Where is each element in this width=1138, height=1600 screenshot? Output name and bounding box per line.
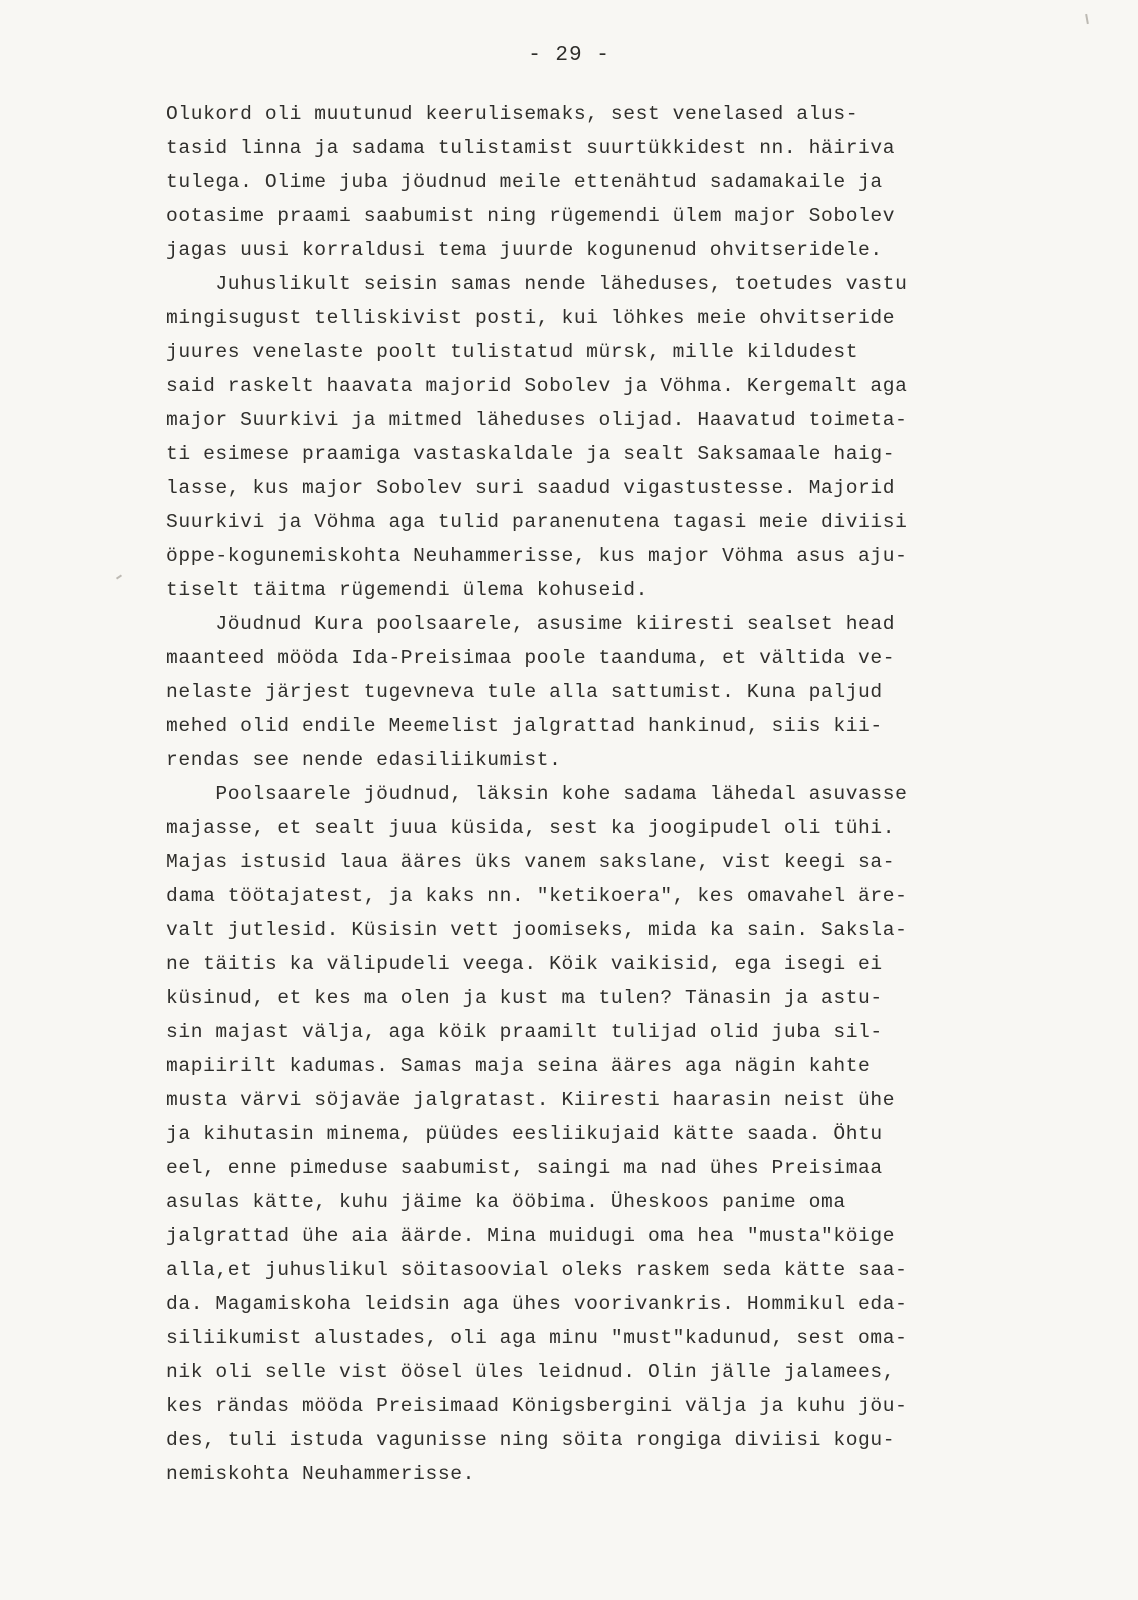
- text-line: nelaste järjest tugevneva tule alla sattumist. Kuna paljud: [166, 681, 883, 703]
- text-line: asulas kätte, kuhu jäime ka ööbima. Üheskoos panime oma: [166, 1191, 846, 1213]
- text-line: des, tuli istuda vagunisse ning söita rongiga diviisi kogu-: [166, 1429, 896, 1451]
- text-line: kes rändas mööda Preisimaad Königsbergini välja ja kuhu jöu-: [166, 1395, 908, 1417]
- text-line: tasid linna ja sadama tulistamist suurtükkidest nn. häiriva: [166, 137, 896, 159]
- text-line: küsinud, et kes ma olen ja kust ma tulen? Tänasin ja astu-: [166, 987, 883, 1009]
- text-line: ja kihutasin minema, püüdes eesliikujaid kätte saada. Öhtu: [166, 1123, 883, 1145]
- text-line: valt jutlesid. Küsisin vett joomiseks, mida ka sain. Saksla-: [166, 919, 908, 941]
- text-line: mapiirilt kadumas. Samas maja seina ääres aga nägin kahte: [166, 1055, 871, 1077]
- text-line: major Suurkivi ja mitmed läheduses olijad. Haavatud toimeta-: [166, 409, 908, 431]
- text-line: tulega. Olime juba jöudnud meile ettenähtud sadamakaile ja: [166, 171, 883, 193]
- text-line: Poolsaarele jöudnud, läksin kohe sadama lähedal asuvasse: [166, 783, 908, 805]
- text-line: alla,et juhuslikul söitasoovial oleks raskem seda kätte saa-: [166, 1259, 908, 1281]
- text-line: mingisugust telliskivist posti, kui löhkes meie ohvitseride: [166, 307, 896, 329]
- text-line: maanteed mööda Ida-Preisimaa poole taanduma, et vältida ve-: [166, 647, 896, 669]
- text-line: jagas uusi korraldusi tema juurde kogunenud ohvitseridele.: [166, 239, 883, 261]
- text-line: musta värvi söjaväe jalgratast. Kiiresti haarasin neist ühe: [166, 1089, 896, 1111]
- text-line: jalgrattad ühe aia äärde. Mina muidugi oma hea "musta"köige: [166, 1225, 896, 1247]
- text-line: mehed olid endile Meemelist jalgrattad hankinud, siis kii-: [166, 715, 883, 737]
- text-line: Jöudnud Kura poolsaarele, asusime kiiresti sealset head: [166, 613, 896, 635]
- text-line: majasse, et sealt juua küsida, sest ka joogipudel oli tühi.: [166, 817, 896, 839]
- text-line: Olukord oli muutunud keerulisemaks, sest venelased alus-: [166, 103, 859, 125]
- page-number: - 29 -: [528, 44, 610, 67]
- text-line: dama töötajatest, ja kaks nn. "ketikoera", kes omavahel äre-: [166, 885, 908, 907]
- text-line: nemiskohta Neuhammerisse.: [166, 1463, 475, 1485]
- text-line: siliikumist alustades, oli aga minu "must"kadunud, sest oma-: [166, 1327, 908, 1349]
- text-line: sin majast välja, aga köik praamilt tulijad olid juba sil-: [166, 1021, 883, 1043]
- text-line: tiselt täitma rügemendi ülema kohuseid.: [166, 579, 648, 601]
- margin-speck: [116, 574, 122, 579]
- text-line: said raskelt haavata majorid Sobolev ja Vöhma. Kergemalt aga: [166, 375, 908, 397]
- text-line: juures venelaste poolt tulistatud mürsk, mille kildudest: [166, 341, 859, 363]
- text-line: ti esimese praamiga vastaskaldale ja sealt Saksamaale haig-: [166, 443, 896, 465]
- body-text: [166, 97, 1016, 1491]
- text-line: eel, enne pimeduse saabumist, saingi ma nad ühes Preisimaa: [166, 1157, 883, 1179]
- text-line: ootasime praami saabumist ning rügemendi ülem major Sobolev: [166, 205, 896, 227]
- text-line: da. Magamiskoha leidsin aga ühes voorivankris. Hommikul eda-: [166, 1293, 908, 1315]
- text-line: ne täitis ka välipudeli veega. Köik vaikisid, ega isegi ei: [166, 953, 883, 975]
- text-line: Suurkivi ja Vöhma aga tulid paranenutena tagasi meie diviisi: [166, 511, 908, 533]
- margin-speck: [1085, 14, 1089, 24]
- text-line: Juhuslikult seisin samas nende läheduses, toetudes vastu: [166, 273, 908, 295]
- text-line: nik oli selle vist öösel üles leidnud. Olin jälle jalamees,: [166, 1361, 896, 1383]
- text-line: lasse, kus major Sobolev suri saadud vigastustesse. Majorid: [166, 477, 896, 499]
- text-line: öppe-kogunemiskohta Neuhammerisse, kus major Vöhma asus aju-: [166, 545, 908, 567]
- text-line: rendas see nende edasiliikumist.: [166, 749, 562, 771]
- text-line: Majas istusid laua ääres üks vanem sakslane, vist keegi sa-: [166, 851, 896, 873]
